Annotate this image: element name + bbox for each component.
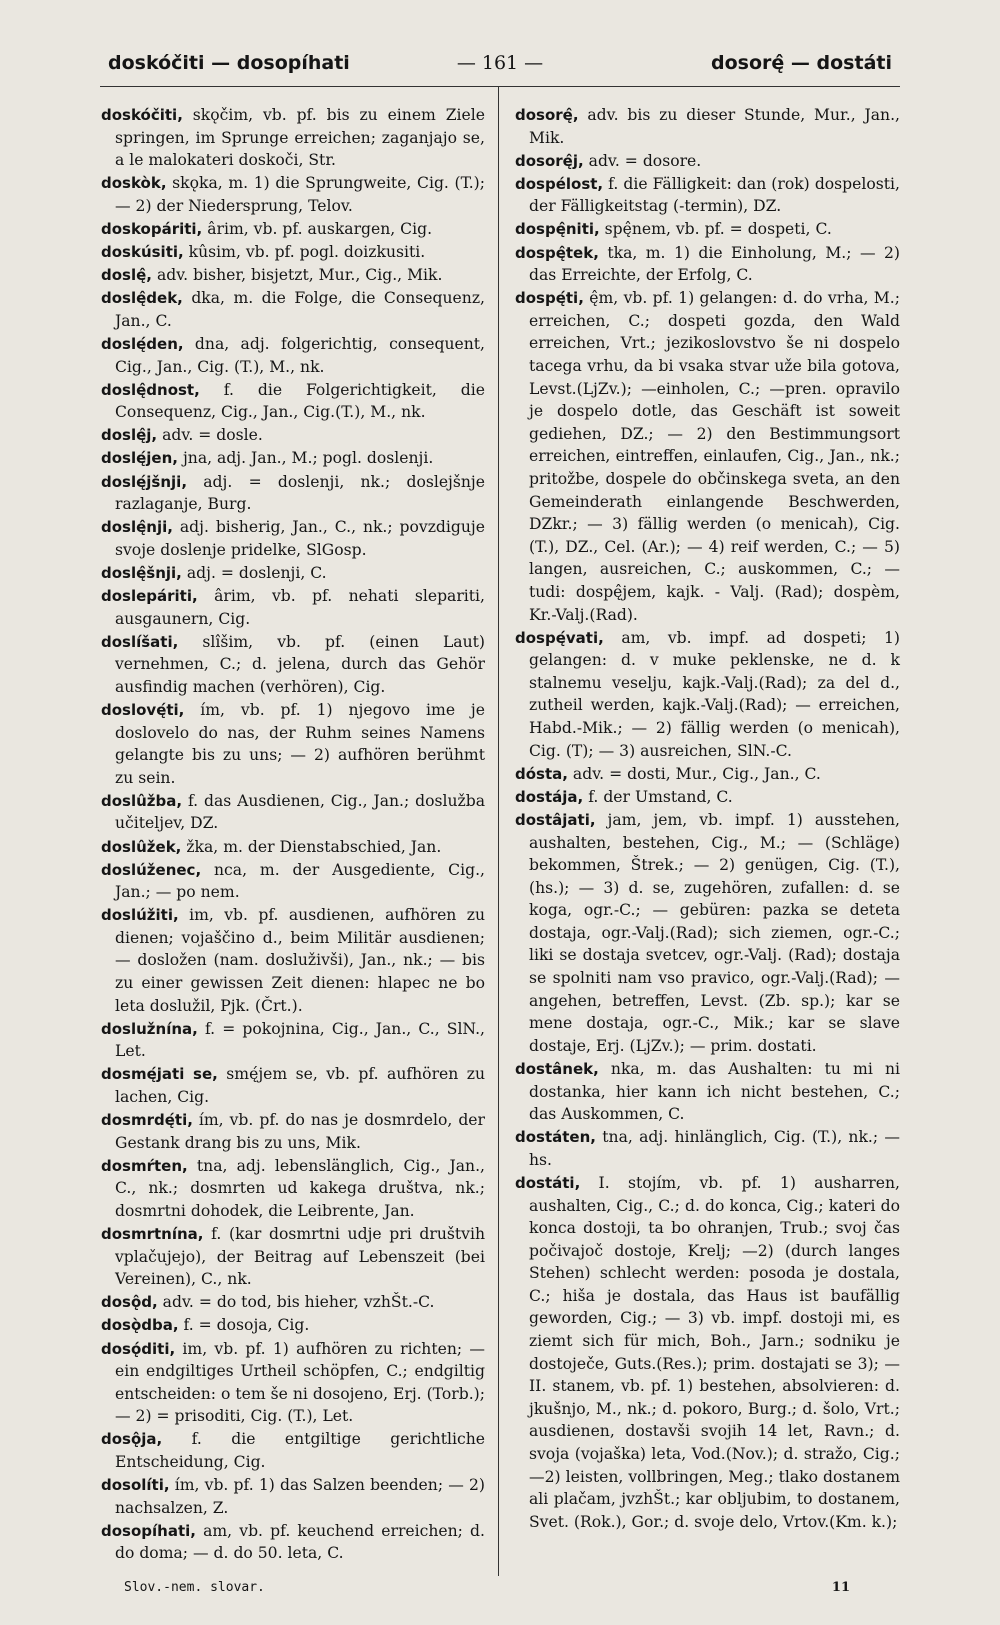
entry-headword: dósta, [515, 764, 568, 783]
dictionary-entry [101, 1474, 485, 1519]
dictionary-entry [101, 859, 485, 904]
entry-definition: f. = dosoja, Cig. [178, 1316, 310, 1335]
entry-headword: dostáten, [515, 1128, 596, 1147]
entry-definition: adj. = doslenji, nk.; doslejšnje razlaganje, Burg. [115, 472, 485, 514]
entry-headword: dosmę́jati se, [101, 1065, 218, 1084]
entry-headword: doskopáriti, [101, 219, 203, 238]
header-right-guide-words: dosorę̂ — dostáti [711, 52, 892, 74]
dictionary-entry [101, 562, 485, 585]
entry-headword: dospélost, [515, 174, 604, 193]
dictionary-entry [101, 1338, 485, 1428]
dictionary-entry [101, 585, 485, 630]
entry-headword: doslę̂nji, [101, 518, 173, 537]
entry-headword: dosǫ́diti, [101, 1339, 176, 1358]
dictionary-entry [515, 1172, 900, 1534]
entry-definition: im, vb. pf. 1) aufhören zu richten; — ein endgiltiges Urtheil schöpfen, C.; endgiltig entscheiden: o tem še ni dosojeno, Erj. (Torb.); — 2) = prisoditi, Cig. (T.), Let. [115, 1339, 485, 1426]
entry-definition: ím, vb. pf. 1) njegovo ime je doslovelo do nas, der Ruhm seines Namens gelangte bis zu uns; — 2) aufhören berühmt zu sein. [115, 700, 485, 787]
entry-definition: ę̂m, vb. pf. 1) gelangen: d. do vrha, M.; erreichen, C.; dospeti gozda, den Wald erreichen, Vrt.; jezikoslovstvo še ni dospelo tacega vrhu, da bi vsaka stvar uže bila gotova, Levst.(LjZv.); —einholen, C.; —pren. opravilo je dospelo dotle, das Geschäft ist soweit gediehen, DZ.; — 2) den Bestimmungsort erreichen, eintreffen, einlaufen, Cig., Jan., nk.; pritožbe, dospele do občinskega sveta, an den Gemeinderath einlangende Beschwerden, DZkr.; — 3) fällig werden (o menicah), Cig. (T.), DZ., Cel. (Ar.); — 4) reif werden, C.; — 5) langen, ausreichen, C.; auskommen, C.; — tudi: dospę̂jem, kajk. - Valj. (Rad); dospèm, Kr.-Valj.(Rad). [529, 289, 900, 624]
entry-headword: doskóčiti, [101, 106, 183, 124]
dictionary-entry [515, 287, 900, 626]
dictionary-entry [101, 904, 485, 1017]
dictionary-entry [101, 447, 485, 470]
entry-definition: nca, m. der Ausgediente, Cig., Jan.; — po nem. [115, 860, 485, 902]
header-left-guide-words: doskóčiti — dosopíhati [108, 52, 350, 74]
left-column [101, 104, 485, 1566]
dictionary-entry [515, 809, 900, 1058]
right-column [515, 104, 900, 1534]
entry-definition: ím, vb. pf. do nas je dosmrdelo, der Gestank drang bis zu uns, Mik. [115, 1111, 485, 1152]
dictionary-entry [515, 150, 900, 173]
entry-headword: dosǫ̀dba, [101, 1316, 179, 1335]
dictionary-entry [101, 790, 485, 835]
dictionary-entry [515, 1126, 900, 1171]
dictionary-entry [515, 786, 900, 809]
entry-headword: doslužnína, [101, 1019, 198, 1038]
dictionary-entry [101, 1223, 485, 1291]
entry-headword: doslûžek, [101, 837, 182, 856]
dictionary-entry [101, 1063, 485, 1108]
entry-headword: dospę̂tek, [515, 243, 599, 262]
entry-headword: doslúžiti, [101, 906, 179, 925]
entry-definition: f. das Ausdienen, Cig., Jan.; doslužba učiteljev, DZ. [115, 791, 485, 833]
entry-headword: dostája, [515, 787, 584, 806]
page-number: — 161 — [456, 52, 544, 74]
signature-mark: Slov.-nem. slovar. [124, 1580, 265, 1595]
entry-definition: f. der Umstand, C. [583, 787, 733, 806]
entry-definition: am, vb. impf. ad dospeti; 1) gelangen: d. v muke peklenske, ne d. k stalnemu veselju, kajk.-Valj.(Rad); za del d., zutheil werden, kajk.-Valj.(Rad); — erreichen, Habd.-Mik.; — 2) fällig werden (o menicah), Cig. (T); — 3) ausreichen, SlN.-C. [529, 628, 900, 760]
entry-definition: jna, adj. Jan., M.; pogl. doslenji. [177, 449, 434, 468]
entry-definition: f. (kar dosmrtni udje pri društvih vplačujejo), der Beitrag auf Lebenszeit (bei Vereinen), C., nk. [115, 1225, 485, 1289]
entry-definition: ârim, vb. pf. nehati slepariti, ausgaunern, Cig. [115, 586, 485, 628]
entry-definition: adv. = dosti, Mur., Cig., Jan., C. [567, 764, 821, 783]
entry-headword: doslę̂dnost, [101, 380, 200, 399]
entry-definition: am, vb. pf. keuchend erreichen; d. do doma; — d. do 50. leta, C. [115, 1521, 485, 1563]
entry-definition: I. stojím, vb. pf. 1) ausharren, aushalten, Cig., C.; d. do konca, Cig.; kateri do konca dostoji, ta bo ohranjen, Trub.; svoj čas počivajoč dostoje, Krelj; —2) (durch langes Stehen) schlecht werden: posoda je dostala, C.; hiša je dostala, das Haus ist baufällig geworden, Cig.; — 3) vb. impf. dostoji mi, es ziemt sich für mich, Boh., Jarn.; sodniku je dostoječe, Guts.(Res.); prim. dostajati se 3); — II. stanem, vb. pf. 1) bestehen, absolvieren: d. jkušnjo, M., nk.; d. pokoro, Burg.; d. šolo, Vrt.; ausdienen, dostavši svojih 14 let, Ravn.; d. svoja (vojaška) leta, Vod.(Nov.); d. stražo, Cig.; —2) leisten, vollbringen, Meg.; tlako dostanem ali plačam, jvzhŠt.; kar obljubim, to dostanem, Svet. (Rok.), Gor.; d. svoje delo, Vrtov.(Km. k.); [529, 1173, 900, 1531]
header-rule [100, 86, 900, 87]
dictionary-entry [101, 516, 485, 561]
dictionary-entry [101, 172, 485, 217]
entry-headword: dosmŕten, [101, 1156, 188, 1175]
entry-headword: dosorę̂j, [515, 151, 584, 170]
dictionary-entry [101, 333, 485, 378]
entry-headword: dostáti, [515, 1173, 581, 1192]
entry-definition: adv. = dosle. [157, 426, 263, 445]
page-footer [100, 1580, 900, 1604]
entry-definition: adj. bisherig, Jan., C., nk.; povzdiguje svoje doslenje pridelke, SlGosp. [115, 518, 485, 559]
entry-definition: tka, m. 1) die Einholung, M.; — 2) das Erreichte, der Erfolg, C. [529, 243, 900, 285]
dictionary-entry [101, 699, 485, 789]
dictionary-entry [515, 763, 900, 786]
entry-definition: jam, jem, vb. impf. 1) ausstehen, aushalten, bestehen, Cig., M.; — (Schläge) bekommen, Štrek.; — 2) genügen, Cig. (T.), (hs.); — 3) d. se, zugehören, zufallen: d. se koga, ogr.-C.; — gebüren: pazka se deteta dostaja, ogr.-Valj.(Rad); sich ziemen, ogr.-C.; liki se dostaja svetcev, ogr.-Valj. (Rad); dostaja se spolniti nam vso pravico, ogr.-Valj.(Rad); —angehen, betreffen, Levst. (Zb. sp.); kar se mene dostaja, ogr.-C., Mik.; kar se slave dostaje, Erj. (LjZv.); — prim. dostati. [529, 810, 900, 1055]
dictionary-entry [101, 1291, 485, 1314]
dictionary-entry [101, 1520, 485, 1565]
entry-headword: dosǫ̂ja, [101, 1430, 163, 1449]
entry-headword: doslę̂, [101, 266, 152, 285]
dictionary-entry [515, 218, 900, 241]
entry-headword: doslę́den, [101, 334, 184, 353]
entry-headword: dospę̂niti, [515, 220, 600, 239]
dictionary-entry [101, 1109, 485, 1154]
entry-definition: f. = pokojnina, Cig., Jan., C., SlN., Let. [115, 1019, 485, 1061]
dictionary-entry [515, 104, 900, 149]
entry-definition: spę̂nem, vb. pf. = dospeti, C. [599, 220, 832, 239]
entry-headword: doskòk, [101, 174, 167, 193]
entry-definition: skǫčim, vb. pf. bis zu einem Ziele springen, im Sprunge erreichen; zaganjajo se, a le malokateri doskoči, Str. [115, 106, 485, 170]
entry-definition: nka, m. das Aushalten: tu mi ni dostanka, hier kann ich nicht bestehen, C.; das Auskommen, C. [529, 1059, 900, 1124]
entry-headword: dosmrdę́ti, [101, 1111, 193, 1130]
entry-definition: tna, adj. hinlänglich, Cig. (T.), nk.; — hs. [529, 1128, 900, 1169]
dictionary-entry [101, 218, 485, 241]
entry-headword: dospę́ti, [515, 289, 584, 308]
dictionary-entry [515, 173, 900, 218]
dictionary-entry [101, 241, 485, 264]
dictionary-entry [515, 627, 900, 763]
entry-headword: doslûžba, [101, 791, 183, 810]
entry-definition: smę́jem se, vb. pf. aufhören zu lachen, Cig. [115, 1065, 485, 1107]
entry-headword: doslę̂j, [101, 426, 158, 445]
entry-headword: doslę́jšnji, [101, 472, 188, 491]
dictionary-entry [515, 1058, 900, 1126]
entry-definition: ârim, vb. pf. auskargen, Cig. [202, 219, 433, 238]
dictionary-entry [101, 1155, 485, 1223]
entry-headword: dostânek, [515, 1059, 599, 1078]
entry-headword: dostâjati, [515, 810, 596, 829]
entry-definition: f. die Folgerichtigkeit, die Consequenz, Cig., Jan., Cig.(T.), M., nk. [115, 380, 485, 422]
entry-definition: dna, adj. folgerichtig, consequent, Cig., Jan., Cig. (T.), M., nk. [115, 334, 485, 376]
entry-headword: dosmrtnína, [101, 1225, 204, 1244]
entry-definition: dka, m. die Folge, die Consequenz, Jan., C. [115, 289, 485, 330]
sheet-number: 11 [831, 1580, 850, 1595]
entry-headword: doslúženec, [101, 860, 202, 879]
entry-definition: adv. bis zu dieser Stunde, Mur., Jan., Mik. [529, 106, 900, 147]
dictionary-entry [101, 1314, 485, 1337]
entry-headword: doskúsiti, [101, 243, 184, 262]
dictionary-entry [101, 264, 485, 287]
entry-definition: adv. bisher, bisjetzt, Mur., Cig., Mik. [151, 266, 443, 285]
entry-definition: adv. = do tod, bis hieher, vzhŠt.-C. [157, 1293, 435, 1312]
dictionary-entry [101, 379, 485, 424]
entry-definition: adj. = doslenji, C. [181, 563, 327, 582]
column-divider [498, 86, 499, 1576]
entry-headword: doslovę́ti, [101, 700, 185, 719]
entry-definition: tna, adj. lebenslänglich, Cig., Jan., C., nk.; dosmrten ud kakega društva, nk.; dosmrtni dohodek, die Leibrente, Jan. [115, 1156, 485, 1220]
entry-definition: f. die entgiltige gerichtliche Entscheidung, Cig. [115, 1430, 485, 1472]
dictionary-entry [101, 1018, 485, 1063]
dictionary-entry [101, 104, 485, 172]
dictionary-entry [101, 836, 485, 859]
entry-headword: dosopíhati, [101, 1521, 196, 1540]
entry-definition: ím, vb. pf. 1) das Salzen beenden; — 2) nachsalzen, Z. [115, 1476, 485, 1517]
entry-headword: doslę̂šnji, [101, 563, 182, 582]
entry-headword: doslíšati, [101, 632, 179, 651]
dictionary-entry [101, 1428, 485, 1473]
entry-headword: dosorę̂, [515, 106, 579, 124]
entry-headword: dosolíti, [101, 1476, 170, 1495]
entry-headword: doslepáriti, [101, 586, 198, 605]
entry-headword: dosǫ̂d, [101, 1293, 158, 1312]
entry-definition: adv. = dosore. [583, 151, 702, 170]
entry-definition: slîšim, vb. pf. (einen Laut) vernehmen, C.; d. jelena, durch das Gehör ausfindig machen (verhören), Cig. [115, 632, 485, 696]
entry-headword: dospę́vati, [515, 628, 604, 647]
entry-definition: im, vb. pf. ausdienen, aufhören zu dienen; vojaščino d., beim Militär ausdienen; — dosložen (nam. dosluživši), Jan., nk.; — bis zu einer gewissen Zeit dienen: hlapec ne bo leta doslužil, Pjk. (Črt.). [115, 906, 485, 1015]
dictionary-entry [101, 287, 485, 332]
dictionary-entry [101, 631, 485, 699]
running-header [108, 52, 892, 82]
entry-definition: kûsim, vb. pf. pogl. doizkusiti. [183, 243, 426, 262]
entry-definition: žka, m. der Dienstabschied, Jan. [181, 837, 442, 856]
entry-definition: f. die Fälligkeit: dan (rok) dospelosti, der Fälligkeitstag (-termin), DZ. [529, 174, 900, 216]
entry-headword: doslę̂dek, [101, 289, 183, 308]
entry-headword: doslę́jen, [101, 449, 178, 468]
dictionary-entry [101, 424, 485, 447]
dictionary-entry [101, 471, 485, 516]
entry-definition: skǫka, m. 1) die Sprungweite, Cig. (T.); — 2) der Niedersprung, Telov. [115, 174, 485, 215]
dictionary-entry [515, 242, 900, 287]
